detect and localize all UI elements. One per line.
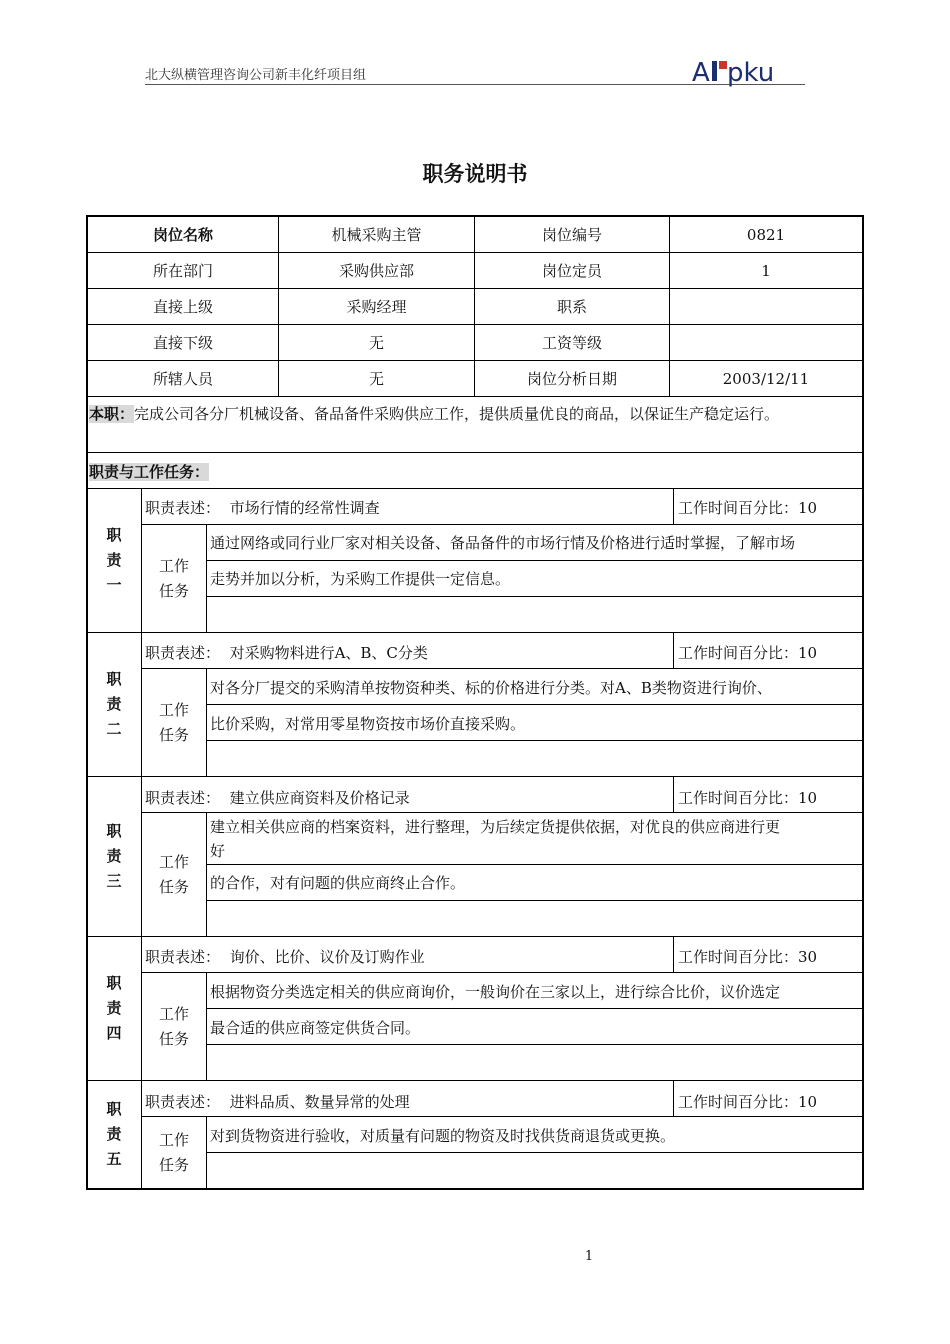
label-salary-grade: 工资等级 — [541, 334, 602, 352]
row-divider — [86, 632, 864, 633]
responsibility-1-desc: 职责表述： 市场行情的经常性调查 — [145, 499, 380, 517]
value-subordinate: 无 — [368, 334, 384, 352]
responsibility-3-label: 职 责 三 — [106, 822, 122, 890]
col-divider — [673, 776, 674, 812]
label-position-name: 岗位名称 — [152, 226, 213, 244]
row-divider — [86, 776, 864, 777]
row-divider — [206, 900, 864, 901]
row-divider — [141, 1116, 864, 1117]
responsibility-2-desc: 职责表述： 对采购物料进行A、B、C分类 — [145, 644, 428, 662]
row-divider — [141, 812, 864, 813]
responsibility-3-task-line: 好 — [210, 842, 226, 860]
responsibility-3-task-line: 的合作，对有问题的供应商终止合作。 — [210, 874, 466, 892]
row-divider — [86, 1080, 864, 1081]
responsibility-2-pct: 工作时间百分比：10 — [678, 644, 818, 662]
responsibility-5-pct: 工作时间百分比：10 — [678, 1093, 818, 1111]
value-salary-grade — [670, 325, 862, 360]
value-staff: 无 — [368, 370, 384, 388]
responsibility-1-pct: 工作时间百分比：10 — [678, 499, 818, 517]
page-title: 职务说明书 — [422, 162, 528, 186]
responsibility-4-desc: 职责表述： 询价、比价、议价及订购作业 — [145, 948, 425, 966]
label-subordinate: 直接下级 — [152, 334, 213, 352]
row-divider — [206, 864, 864, 865]
responsibility-1-task-line: 通过网络或同行业厂家对相关设备、备品备件的市场行情及价格进行适时掌握，了解市场 — [210, 534, 796, 552]
row-divider — [206, 704, 864, 705]
responsibility-5-desc: 职责表述： 进料品质、数量异常的处理 — [145, 1093, 410, 1111]
responsibility-4-label: 职 责 四 — [106, 974, 122, 1042]
label-department: 所在部门 — [152, 262, 213, 280]
svg-text:pku: pku — [727, 58, 775, 88]
section-label-text: 职责与工作任务： — [89, 463, 210, 481]
svg-text:A: A — [692, 58, 710, 88]
responsibility-3-pct: 工作时间百分比：10 — [678, 789, 818, 807]
company-logo — [690, 54, 810, 88]
responsibility-1-task-line: 走势并加以分析，为采购工作提供一定信息。 — [210, 570, 511, 588]
col-divider — [673, 936, 674, 972]
value-department: 采购供应部 — [338, 262, 414, 280]
value-supervisor: 采购经理 — [346, 298, 407, 316]
row-divider — [206, 1152, 864, 1153]
responsibility-3-desc: 职责表述： 建立供应商资料及价格记录 — [145, 789, 410, 807]
label-job-family: 职系 — [556, 298, 587, 316]
label-supervisor: 直接上级 — [152, 298, 213, 316]
responsibility-3-task-label: 工作 任务 — [158, 852, 189, 896]
duty-row — [89, 403, 779, 424]
header-org: 北大纵横管理咨询公司新丰化纤项目组 — [145, 68, 367, 83]
row-divider — [141, 972, 864, 973]
col-divider — [206, 1116, 207, 1188]
row-divider — [141, 668, 864, 669]
value-position-name: 机械采购主管 — [331, 226, 422, 244]
row-divider — [86, 396, 864, 397]
duty-text: 完成公司各分厂机械设备、备品备件采购供应工作，提供质量优良的商品，以保证生产稳定运行。 — [134, 405, 780, 423]
value-position-code: 0821 — [746, 225, 786, 244]
row-divider — [206, 1044, 864, 1045]
responsibility-1-task-label: 工作 任务 — [158, 556, 189, 600]
label-headcount: 岗位定员 — [541, 262, 602, 280]
col-divider — [206, 972, 207, 1080]
row-divider — [86, 488, 864, 489]
value-job-family — [670, 289, 862, 324]
responsibility-5-label: 职 责 五 — [106, 1100, 122, 1168]
responsibility-1-label: 职 责 一 — [106, 526, 122, 594]
row-divider — [206, 560, 864, 561]
responsibility-2-task-label: 工作 任务 — [158, 700, 189, 744]
row-divider — [141, 524, 864, 525]
label-staff: 所辖人员 — [152, 370, 213, 388]
responsibility-5-task-label: 工作 任务 — [158, 1130, 189, 1174]
page-number: 1 — [584, 1249, 594, 1264]
responsibility-4-task-line: 最合适的供应商签定供货合同。 — [210, 1019, 421, 1037]
duty-label: 本职： — [89, 405, 135, 423]
responsibility-4-pct: 工作时间百分比：30 — [678, 948, 818, 966]
row-divider — [86, 452, 864, 453]
responsibility-5-task-line: 对到货物资进行验收，对质量有问题的物资及时找供货商退货或更换。 — [210, 1127, 676, 1145]
responsibility-2-task-line: 比价采购，对常用零星物资按市场价直接采购。 — [210, 715, 526, 733]
col-divider — [206, 668, 207, 776]
label-analysis-date: 岗位分析日期 — [526, 370, 617, 388]
row-divider — [206, 1008, 864, 1009]
col-divider — [673, 488, 674, 524]
responsibility-2-task-line: 对各分厂提交的采购清单按物资种类、标的价格进行分类。对A、B类物资进行询价、 — [210, 679, 772, 697]
value-headcount: 1 — [761, 261, 771, 280]
responsibility-4-task-label: 工作 任务 — [158, 1004, 189, 1048]
row-divider — [206, 596, 864, 597]
col-divider — [206, 524, 207, 632]
col-divider — [206, 812, 207, 936]
section-label — [89, 461, 209, 482]
col-divider — [673, 1080, 674, 1116]
responsibility-2-label: 职 责 二 — [106, 670, 122, 738]
row-divider — [206, 740, 864, 741]
label-position-code: 岗位编号 — [541, 226, 602, 244]
value-analysis-date: 2003/12/11 — [722, 369, 810, 388]
row-divider — [86, 936, 864, 937]
responsibility-4-task-line: 根据物资分类选定相关的供应商询价，一般询价在三家以上，进行综合比价，议价选定 — [210, 983, 781, 1001]
responsibility-3-task-line: 建立相关供应商的档案资料，进行整理，为后续定货提供依据，对优良的供应商进行更 — [210, 818, 781, 836]
col-divider — [673, 632, 674, 668]
